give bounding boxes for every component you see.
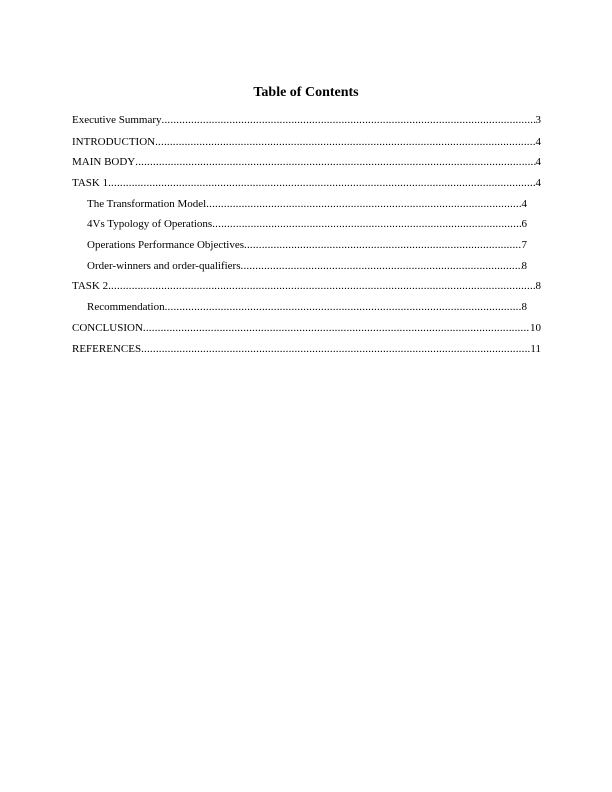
toc-dot-leader [165,300,522,315]
toc-page-number: 8 [521,260,527,272]
toc-entry-label: Operations Performance Objectives [87,239,244,251]
toc-entry-references[interactable] [72,342,541,357]
toc-dot-leader [212,217,521,232]
toc-dot-leader [108,279,535,294]
toc-entry-task-1[interactable] [72,176,541,191]
toc-entry-conclusion[interactable] [72,321,541,336]
toc-page-number: 4 [535,156,541,168]
toc-dot-leader [141,342,530,357]
toc-page-number: 4 [535,136,541,148]
toc-page-number: 7 [521,239,527,251]
toc-entry-label: Recommendation [87,301,165,313]
toc-entry-label: Order-winners and order-qualifiers [87,260,241,272]
toc-page-number: 4 [535,177,541,189]
toc-entry-label: The Transformation Model [87,198,207,210]
toc-entry-label: TASK 1 [72,177,109,189]
toc-title: Table of Contents [253,85,359,100]
toc-entry-recommendation[interactable] [87,300,527,315]
toc-dot-leader [143,321,530,336]
toc-dot-leader [135,155,535,170]
toc-dot-leader [162,113,536,128]
toc-entry-main-body[interactable] [72,155,541,170]
toc-entry-label: CONCLUSION [72,322,143,334]
toc-entry-label: MAIN BODY [72,156,136,168]
toc-dot-leader [241,259,522,274]
toc-entry-label: INTRODUCTION [72,136,156,148]
toc-page-number: 8 [521,301,527,313]
toc-entry-label: TASK 2 [72,280,109,292]
toc-page-number: 8 [535,280,541,292]
toc-entry-performance-objectives[interactable] [87,238,527,253]
toc-page-number: 4 [521,198,527,210]
toc-page-number: 11 [530,343,541,355]
toc-entry-label: REFERENCES [72,343,142,355]
toc-page-number: 6 [521,218,527,230]
toc-dot-leader [206,197,521,212]
toc-entry-order-winners[interactable] [87,259,527,274]
toc-page-number: 3 [535,114,541,126]
toc-entry-4vs-typology[interactable] [87,217,527,232]
toc-dot-leader [155,135,535,150]
toc-dot-leader [108,176,535,191]
toc-entry-task-2[interactable] [72,279,541,294]
toc-entry-executive-summary[interactable] [72,113,541,128]
toc-entry-transformation-model[interactable] [87,197,527,212]
toc-dot-leader [244,238,522,253]
toc-entry-label: Executive Summary [72,114,162,126]
toc-entry-introduction[interactable] [72,135,541,150]
toc-entry-label: 4Vs Typology of Operations [87,218,213,230]
toc-page-number: 10 [530,322,541,334]
